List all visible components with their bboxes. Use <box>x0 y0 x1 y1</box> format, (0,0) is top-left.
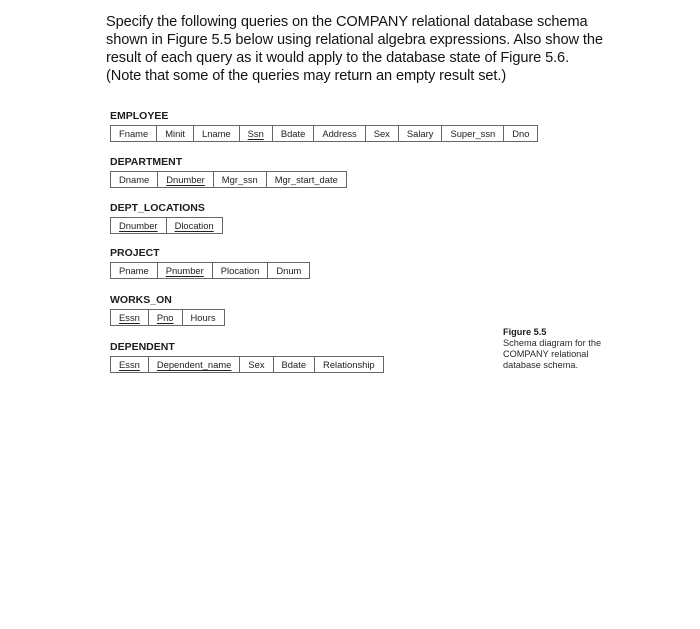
relation-name: DEPARTMENT <box>110 156 183 168</box>
relation-employee <box>110 110 538 142</box>
attribute-super-ssn: Super_ssn <box>442 126 504 141</box>
figure-label: Figure 5.5 <box>503 327 547 337</box>
attribute-plocation: Plocation <box>213 263 269 278</box>
attribute-dnumber-key: Dnumber <box>111 218 167 233</box>
attribute-dependent-name-key: Dependent_name <box>149 357 241 372</box>
attribute-mgr-start-date: Mgr_start_date <box>274 174 338 185</box>
relation-dependent <box>110 341 384 373</box>
attribute-pnumber-key: Pnumber <box>158 263 213 278</box>
attribute-dname: Dname <box>111 172 158 187</box>
attribute-row <box>110 262 310 279</box>
attribute-sex: Sex <box>240 357 273 372</box>
instructions-paragraph: Specify the following queries on the COMPANY relational database schema shown in Figure 5.5 below using relational algebra expressions. Also show the result of each query as it would apply to the database state of Figure 5.6. (Note that some of the queries may return an empty result set.) <box>106 14 603 84</box>
attribute-mgr-ssn: Mgr_ssn <box>214 172 267 187</box>
attribute-hours: Hours <box>190 312 216 323</box>
attribute-row <box>110 356 384 373</box>
attribute-essn-key: Essn <box>111 310 149 325</box>
attribute-salary: Salary <box>399 126 443 141</box>
attribute-minit: Minit <box>157 126 194 141</box>
attribute-dno: Dno <box>512 128 530 139</box>
figure-caption-text: Schema diagram for the COMPANY relational database schema. <box>503 338 602 370</box>
relation-name: DEPENDENT <box>110 341 175 353</box>
attribute-sex: Sex <box>366 126 399 141</box>
attribute-row <box>110 125 538 142</box>
attribute-relationship: Relationship <box>323 359 375 370</box>
relation-name: DEPT_LOCATIONS <box>110 202 205 214</box>
relation-name: WORKS_ON <box>110 294 172 306</box>
attribute-pname: Pname <box>111 263 158 278</box>
relation-works-on <box>110 294 225 326</box>
attribute-dlocation-key: Dlocation <box>174 220 214 231</box>
attribute-lname: Lname <box>194 126 240 141</box>
attribute-row <box>110 309 225 326</box>
relation-project <box>110 247 310 279</box>
attribute-bdate: Bdate <box>273 126 315 141</box>
attribute-row <box>110 217 223 234</box>
attribute-dnum: Dnum <box>276 265 302 276</box>
attribute-row <box>110 171 347 188</box>
relation-department <box>110 156 347 188</box>
attribute-address: Address <box>314 126 365 141</box>
attribute-ssn-key: Ssn <box>240 126 273 141</box>
figure-caption <box>503 327 623 371</box>
attribute-dnumber-key: Dnumber <box>158 172 214 187</box>
attribute-pno-key: Pno <box>149 310 183 325</box>
relation-name: EMPLOYEE <box>110 110 169 122</box>
relation-dept-locations <box>110 202 223 234</box>
attribute-bdate: Bdate <box>274 357 316 372</box>
relation-name: PROJECT <box>110 247 160 259</box>
attribute-essn-key: Essn <box>111 357 149 372</box>
attribute-fname: Fname <box>111 126 157 141</box>
